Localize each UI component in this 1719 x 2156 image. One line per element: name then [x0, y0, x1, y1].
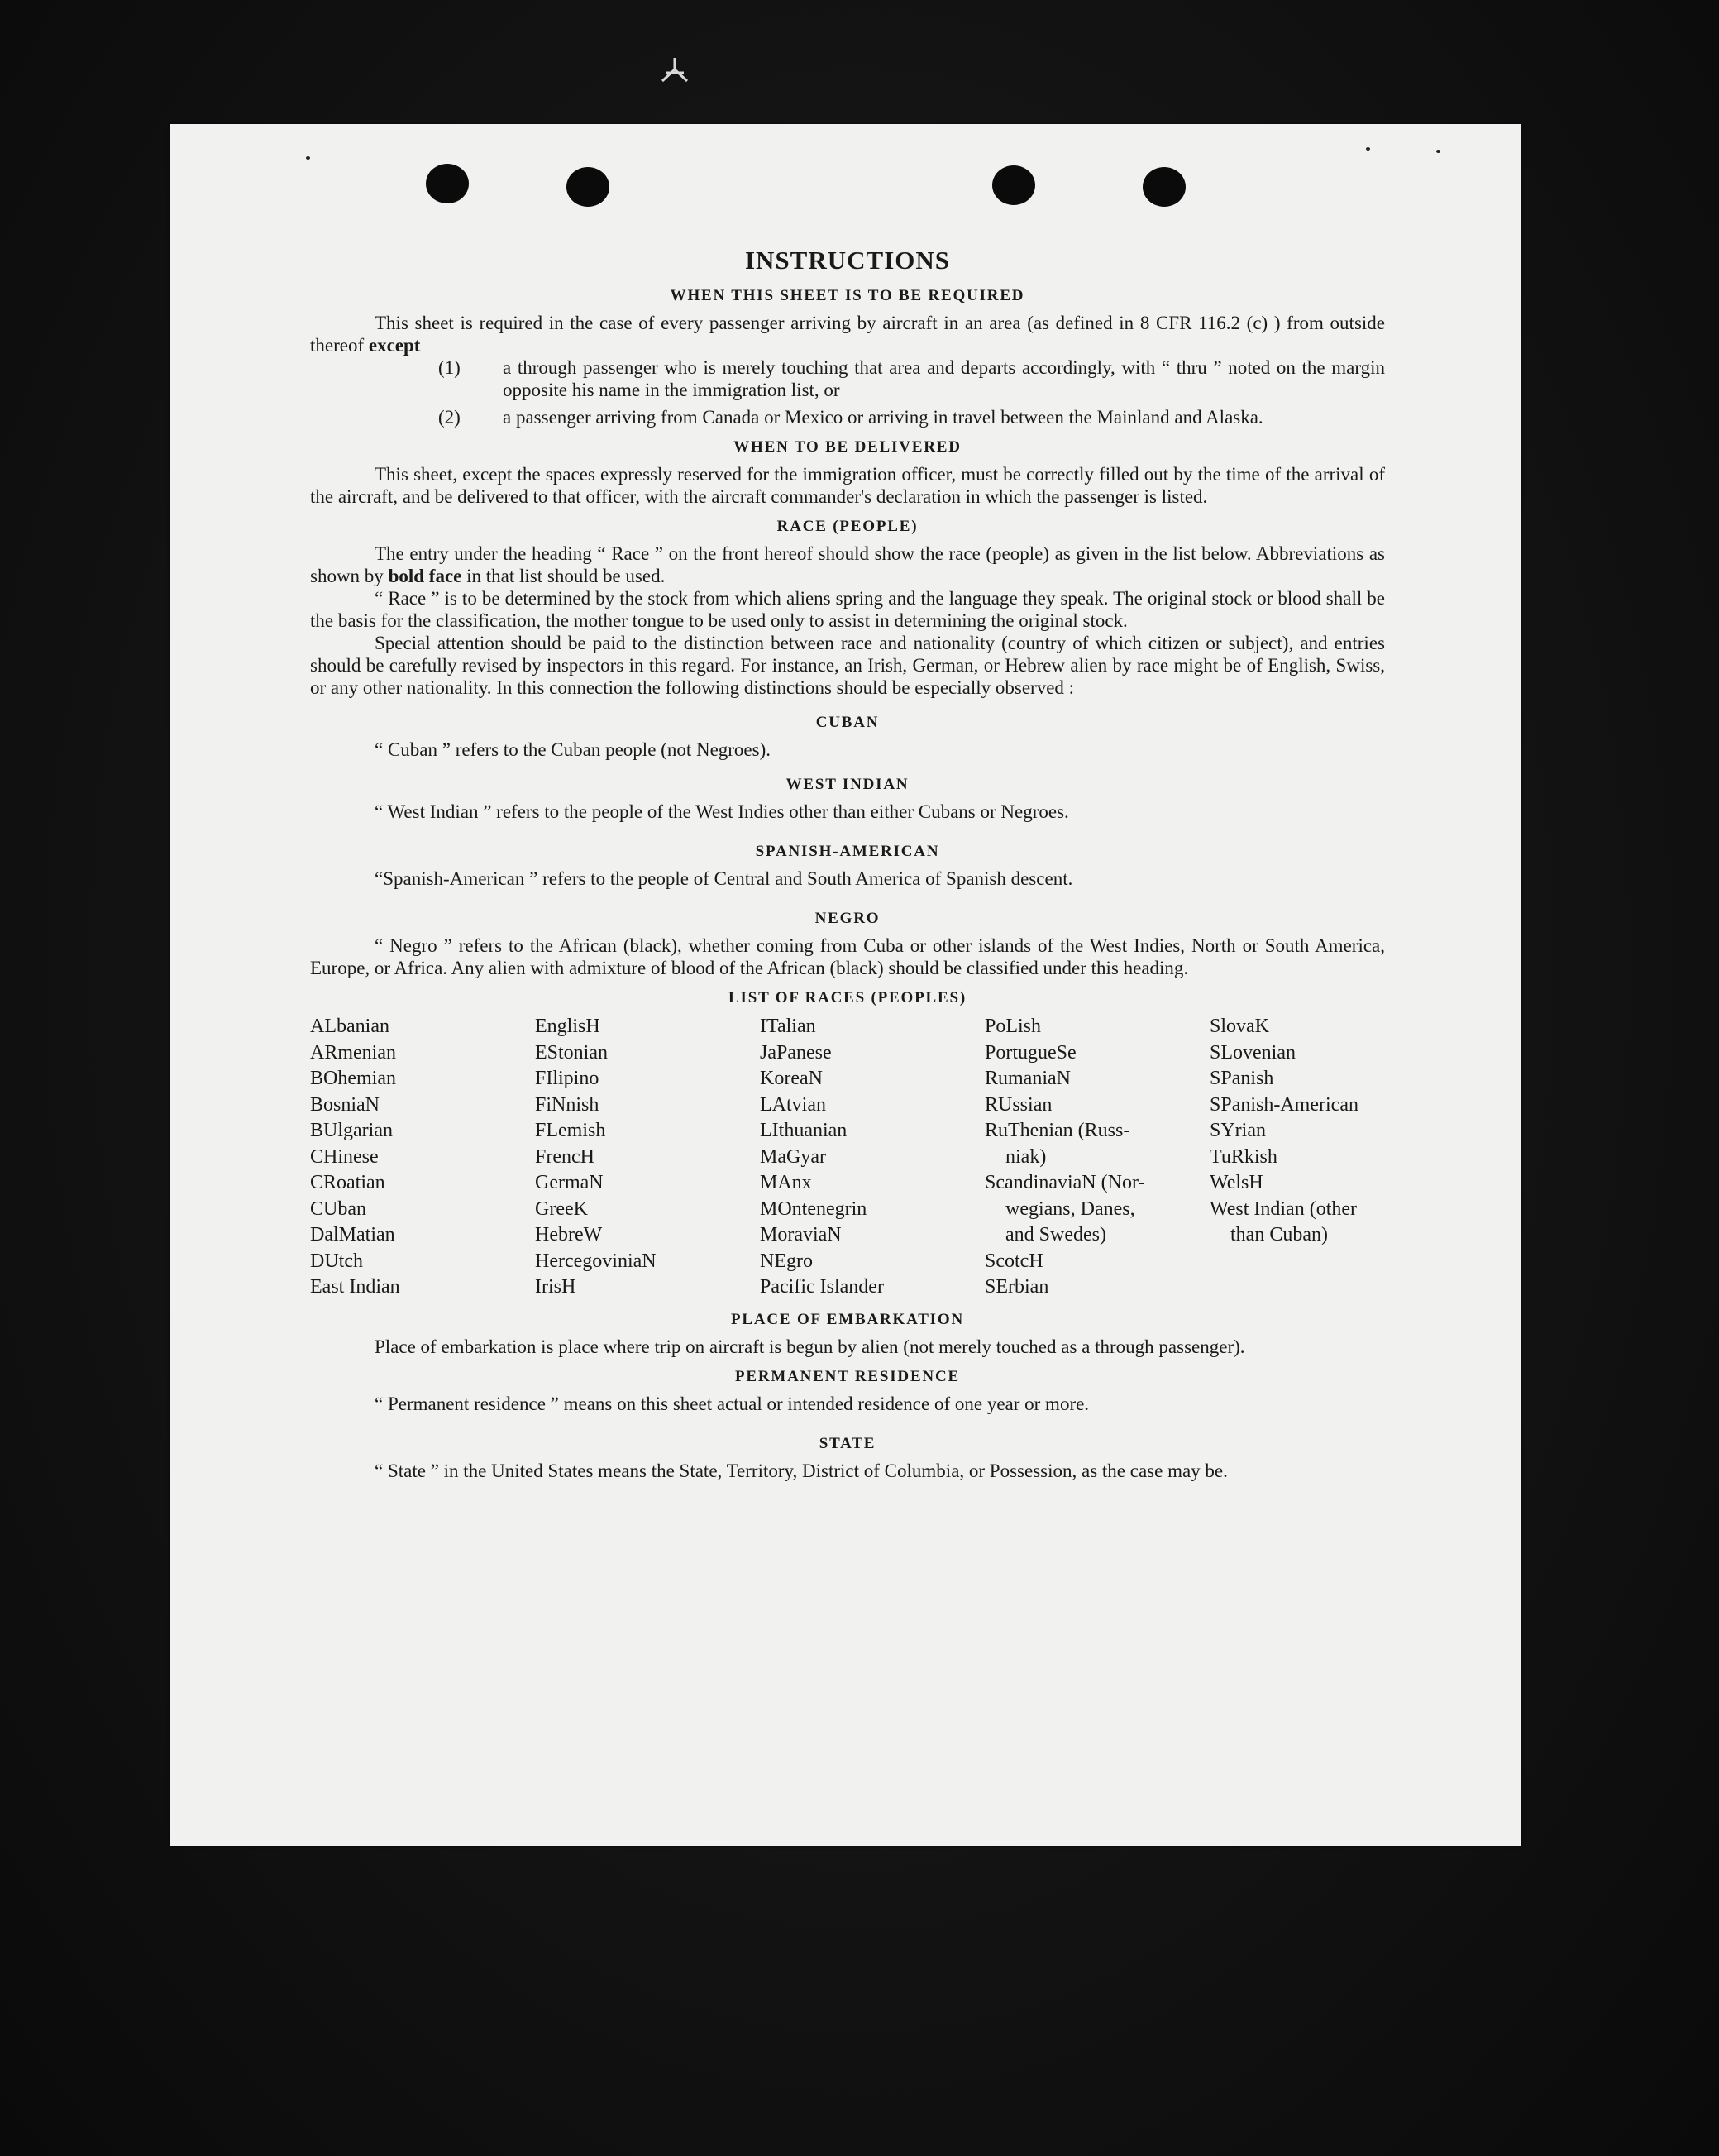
race-item: SPanish-American: [1210, 1093, 1358, 1116]
document-page: [170, 124, 1521, 1846]
race-item: West Indian (other: [1210, 1198, 1358, 1220]
race-column-3: [760, 1014, 985, 1301]
race-column-5: [1210, 1014, 1383, 1301]
race-item: GermaN: [535, 1172, 604, 1193]
west-indian-text: “ West Indian ” refers to the people of the West Indies other than either Cubans or Negroes.: [375, 801, 1069, 822]
heading-permanent-residence: PERMANENT RESIDENCE: [735, 1367, 960, 1385]
race-item: EStonian: [535, 1041, 608, 1064]
race-item: BosniaN: [310, 1093, 380, 1116]
heading-when-required: WHEN THIS SHEET IS TO BE REQUIRED: [670, 287, 1025, 304]
punch-hole-1: [426, 164, 469, 203]
heading-embarkation: PLACE OF EMBARKATION: [731, 1310, 964, 1328]
race-item: MAnx: [760, 1172, 812, 1193]
race-item: BUlgarian: [310, 1120, 393, 1141]
race-item: FIlipino: [535, 1068, 599, 1089]
race-item: SLovenian: [1210, 1041, 1296, 1064]
exception-item: (1) a through passenger who is merely touching that area and departs accordingly, with “ thru ” noted on the margin opposite his name in the immigration list, or: [438, 357, 1385, 400]
race-column-2: [535, 1014, 760, 1301]
race-item: East Indian: [310, 1276, 400, 1298]
race-item: DUtch: [310, 1250, 363, 1272]
race-item: WelsH: [1210, 1172, 1263, 1193]
race-item: PortugueSe: [985, 1041, 1077, 1064]
race-column-1: [310, 1014, 535, 1301]
punch-hole-4: [1143, 167, 1186, 207]
race-item: BOhemian: [310, 1068, 396, 1089]
race-item: NEgro: [760, 1250, 813, 1272]
heading-west-indian: WEST INDIAN: [785, 776, 910, 793]
when-delivered-text: This sheet, except the spaces expressly reserved for the immigration officer, must be correctly filled out by the time of the arrival of the aircraft, and be delivered to that officer, with the aircraft commander's declaration in which the passenger is listed.: [310, 464, 1385, 507]
race-paragraph-3: Special attention should be paid to the distinction between race and nationality (country of which citizen or subject), and entries should be carefully revised by inspectors in this regard. For instance, an Irish, German, or Hebrew alien by race might be of English, Swiss, or any other nationality. In this connection the following distinctions should be especially observed :: [310, 633, 1385, 698]
race-paragraph-1: The entry under the heading “ Race ” on the front hereof should show the race (people) as given in the list below. Abbreviations as shown by bold face in that list should be used.: [310, 543, 1385, 586]
race-item: KoreaN: [760, 1068, 823, 1089]
race-item: FiNnish: [535, 1093, 599, 1116]
race-paragraph-2: “ Race ” is to be determined by the stock from which aliens spring and the language they speak. The original stock or blood shall be the basis for the classification, the mother tongue to be used only to assist in determining the original stock.: [310, 588, 1385, 631]
race-item-continuation: and Swedes): [1005, 1224, 1106, 1245]
race-item: SPanish: [1210, 1068, 1274, 1089]
spanish-american-text: “Spanish-American ” refers to the people of Central and South America of Spanish descent.: [375, 868, 1073, 889]
exception-list: [310, 356, 1385, 428]
binder-clip-mark: [657, 56, 692, 88]
race-item: RuThenian (Russ-: [985, 1120, 1130, 1141]
race-item: ALbanian: [310, 1016, 389, 1037]
punch-hole-2: [566, 167, 609, 207]
race-item: ScandinaviaN (Nor-: [985, 1172, 1145, 1193]
race-item: IrisH: [535, 1276, 576, 1298]
race-item-continuation: niak): [1005, 1145, 1047, 1168]
heading-negro: NEGRO: [814, 910, 881, 927]
race-item: CHinese: [310, 1145, 379, 1168]
race-item: HercegoviniaN: [535, 1250, 657, 1272]
race-item: JaPanese: [760, 1041, 832, 1064]
heading-list-of-races: LIST OF RACES (PEOPLES): [728, 989, 967, 1006]
race-item: PoLish: [985, 1016, 1042, 1037]
heading-when-delivered: WHEN TO BE DELIVERED: [733, 438, 962, 456]
heading-spanish-american: SPANISH-AMERICAN: [755, 843, 940, 860]
race-item: LAtvian: [760, 1093, 826, 1116]
heading-cuban: CUBAN: [815, 714, 880, 731]
race-item: CRoatian: [310, 1172, 385, 1193]
race-item: CUban: [310, 1198, 366, 1220]
scan-speck: [1366, 147, 1370, 151]
race-item: GreeK: [535, 1198, 588, 1220]
race-item: SlovaK: [1210, 1016, 1269, 1037]
embarkation-text: Place of embarkation is place where trip on aircraft is begun by alien (not merely touched as a through passenger).: [375, 1336, 1245, 1357]
race-item: SErbian: [985, 1276, 1049, 1298]
race-item: MoraviaN: [760, 1224, 842, 1245]
page-title: INSTRUCTIONS: [744, 246, 950, 275]
heading-state: STATE: [819, 1434, 876, 1452]
scan-speck: [306, 156, 310, 160]
race-item: SYrian: [1210, 1120, 1266, 1141]
race-item-continuation: than Cuban): [1230, 1224, 1328, 1245]
race-item: TuRkish: [1210, 1145, 1277, 1168]
race-item: MaGyar: [760, 1145, 826, 1168]
race-item: Pacific Islander: [760, 1276, 884, 1298]
race-item: RUssian: [985, 1093, 1053, 1116]
permanent-residence-text: “ Permanent residence ” means on this sheet actual or intended residence of one year or more.: [375, 1393, 1090, 1414]
race-item: RumaniaN: [985, 1068, 1071, 1089]
race-list: [310, 1014, 1385, 1301]
race-item-continuation: wegians, Danes,: [1005, 1198, 1135, 1220]
race-item: MOntenegrin: [760, 1198, 867, 1220]
race-item: FrencH: [535, 1145, 594, 1168]
exception-item: (2) a passenger arriving from Canada or Mexico or arriving in travel between the Mainland and Alaska.: [438, 407, 1263, 428]
race-item: EnglisH: [535, 1016, 600, 1037]
race-item: HebreW: [535, 1224, 603, 1245]
heading-race: RACE (PEOPLE): [776, 518, 919, 535]
cuban-text: “ Cuban ” refers to the Cuban people (not Negroes).: [375, 739, 771, 760]
race-item: FLemish: [535, 1120, 606, 1141]
race-item: LIthuanian: [760, 1120, 848, 1141]
scan-speck: [1436, 150, 1440, 153]
race-item: ARmenian: [310, 1041, 396, 1064]
state-text: “ State ” in the United States means the State, Territory, District of Columbia, or Possession, as the case may be.: [375, 1460, 1228, 1481]
negro-text: “ Negro ” refers to the African (black), whether coming from Cuba or other islands of the West Indies, North or South America, Europe, or Africa. Any alien with admixture of blood of the African (black) should be classified under this heading.: [310, 935, 1385, 978]
race-column-4: [985, 1014, 1210, 1301]
instructions-text: [310, 246, 1385, 1482]
punch-hole-3: [992, 165, 1035, 205]
race-item: ITalian: [760, 1016, 816, 1037]
when-required-intro: This sheet is required in the case of every passenger arriving by aircraft in an area (as defined in 8 CFR 116.2 (c) ) from outside thereof except: [310, 313, 1385, 356]
race-item: DalMatian: [310, 1224, 395, 1245]
race-item: ScotcH: [985, 1250, 1043, 1272]
